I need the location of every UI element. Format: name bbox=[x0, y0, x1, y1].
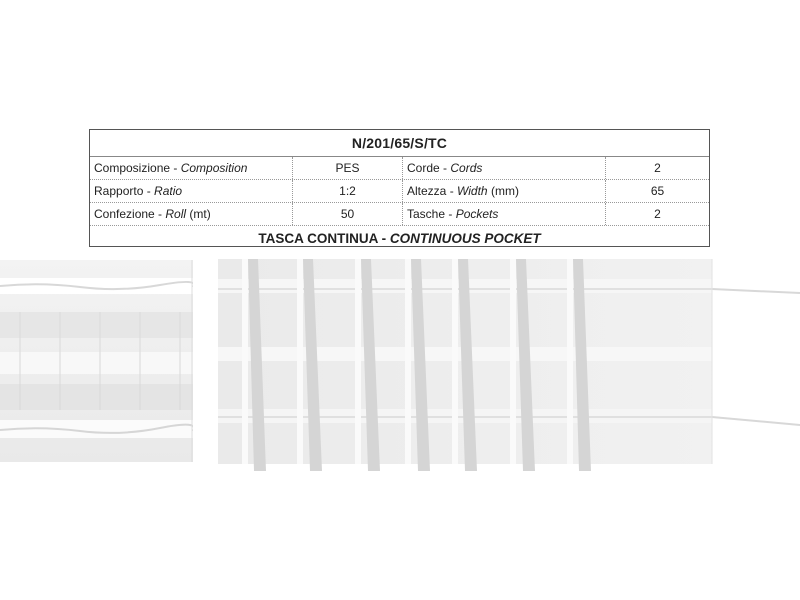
composition-value: PES bbox=[293, 157, 403, 179]
cords-label: Corde - Cords bbox=[403, 157, 606, 179]
width-value: 65 bbox=[650, 184, 665, 198]
composition-label: Composizione - Composition bbox=[90, 157, 293, 179]
pockets-value: 2 bbox=[654, 207, 661, 221]
roll-label: Confezione - Roll (mt) bbox=[90, 203, 293, 225]
width-label: Altezza - Width (mm) bbox=[403, 180, 606, 202]
tape-flat-image bbox=[0, 260, 193, 462]
ratio-value: 1:2 bbox=[293, 180, 403, 202]
cords-value: 2 bbox=[654, 161, 661, 175]
pocket-type: TASCA CONTINUA - CONTINUOUS POCKET bbox=[258, 231, 541, 246]
pockets-label: Tasche - Pockets bbox=[403, 203, 606, 225]
spec-row-composition bbox=[90, 157, 709, 180]
spec-row-ratio bbox=[90, 180, 709, 203]
ratio-label: Rapporto - Ratio bbox=[90, 180, 293, 202]
tape-pleated-image bbox=[218, 259, 800, 473]
spec-table bbox=[89, 129, 710, 247]
spec-row-roll bbox=[90, 203, 709, 226]
product-code: N/201/65/S/TC bbox=[90, 130, 709, 157]
roll-value: 50 bbox=[293, 203, 403, 225]
